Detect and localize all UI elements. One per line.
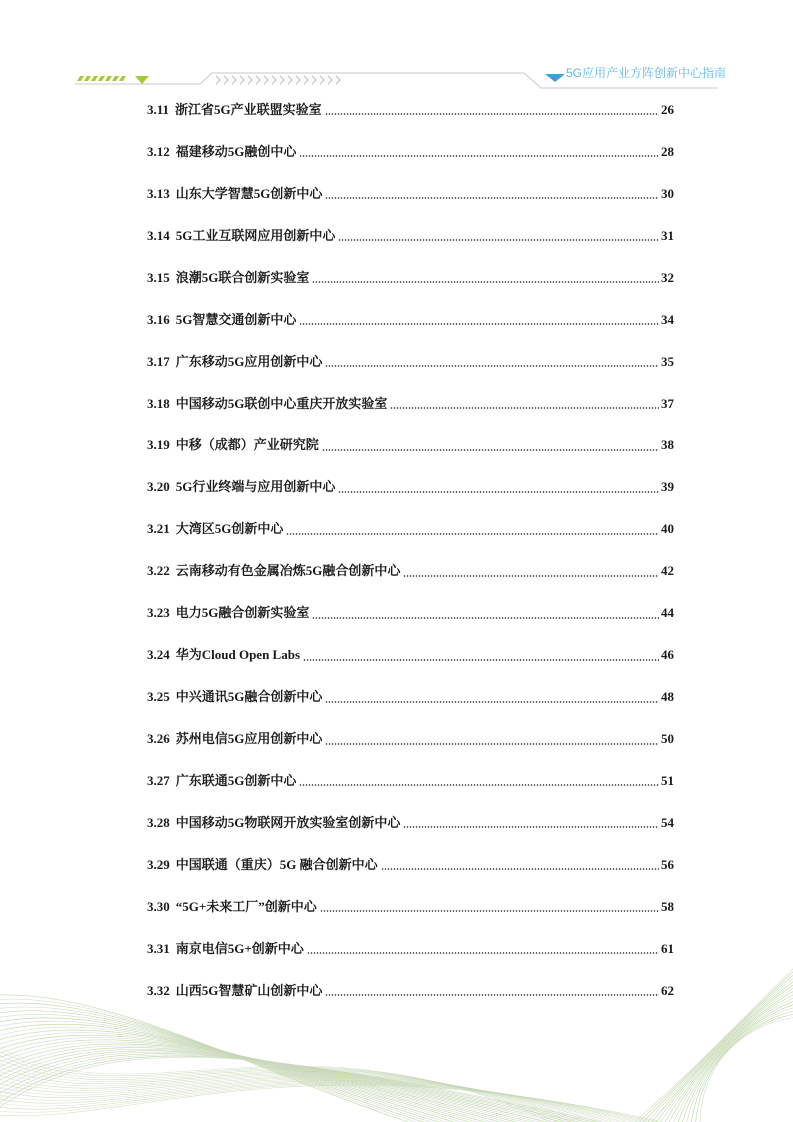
chevron-right-icon (296, 76, 300, 84)
toc-entry[interactable] (147, 341, 674, 383)
toc-entry[interactable] (147, 257, 674, 299)
toc-entry-number: 3.14 (147, 227, 170, 243)
toc-entry-number: 3.29 (147, 856, 170, 872)
toc-entry-title: 华为Cloud Open Labs (175, 647, 301, 663)
header-stripe-decoration (84, 76, 91, 81)
toc-entry-number: 3.21 (147, 521, 170, 537)
toc-entry-title: 浙江省5G产业联盟实验室 (175, 101, 322, 117)
toc-entry-page: 31 (661, 227, 674, 243)
toc-entry-number: 3.19 (147, 437, 170, 453)
header-title: 5G应用产业方阵创新中心指南 (566, 66, 727, 80)
toc-entry-number: 3.27 (147, 772, 170, 788)
toc-entry-page: 38 (661, 437, 674, 453)
toc-entry[interactable] (147, 383, 674, 425)
toc-entry-page: 32 (661, 269, 674, 285)
toc-entry-page: 51 (661, 772, 674, 788)
header-stripe-decoration (105, 76, 112, 81)
toc-entry-title: 山东大学智慧5G创新中心 (175, 185, 323, 201)
toc-entry-number: 3.25 (147, 689, 170, 705)
toc-entry-number: 3.24 (147, 647, 170, 663)
toc-entry-number: 3.31 (147, 940, 170, 956)
toc-entry-title: 中国移动5G联创中心重庆开放实验室 (175, 395, 388, 411)
wave-line-decoration (0, 1021, 476, 1122)
toc-entry-number: 3.15 (147, 269, 170, 285)
toc-entry-title: 山西5G智慧矿山创新中心 (175, 982, 323, 998)
toc-entry[interactable] (147, 676, 674, 718)
chevron-right-icon (256, 76, 260, 84)
toc-entry[interactable] (147, 466, 674, 508)
toc-entry-page: 44 (661, 605, 674, 621)
toc-entry-number: 3.30 (147, 898, 170, 914)
toc-entry-number: 3.26 (147, 731, 170, 747)
toc-dot-leader (303, 659, 659, 661)
chevron-right-icon (264, 76, 268, 84)
chevron-right-icon (320, 76, 324, 84)
toc-entry-title: 浪潮5G联合创新实验室 (175, 269, 310, 285)
toc-dot-leader (325, 197, 659, 199)
toc-dot-leader (403, 575, 659, 577)
chevron-right-icon (328, 76, 332, 84)
toc-entry-title: 大湾区5G创新中心 (175, 521, 284, 537)
toc-entry-number: 3.23 (147, 605, 170, 621)
toc-entry-title: 云南移动有色金属冶炼5G融合创新中心 (175, 563, 401, 579)
toc-entry-number: 3.28 (147, 814, 170, 830)
toc-entry-page: 42 (661, 563, 674, 579)
triangle-down-icon (545, 74, 565, 82)
toc-entry-title: “5G+未来工厂”创新中心 (175, 898, 317, 914)
toc-entry-title: 5G工业互联网应用创新中心 (175, 227, 336, 243)
chevron-right-icon (232, 76, 236, 84)
toc-entry-page: 26 (661, 101, 674, 117)
toc-dot-leader (325, 113, 659, 115)
table-of-contents (147, 89, 674, 1012)
toc-entry[interactable] (147, 550, 674, 592)
wave-line-decoration (672, 995, 793, 1122)
toc-dot-leader (325, 743, 659, 745)
toc-entry-title: 南京电信5G+创新中心 (175, 940, 304, 956)
toc-entry-title: 中移（成都）产业研究院 (175, 437, 319, 453)
toc-entry-page: 37 (661, 395, 674, 411)
toc-dot-leader (338, 239, 659, 241)
wave-line-decoration (681, 1002, 793, 1122)
toc-entry-number: 3.18 (147, 395, 170, 411)
toc-entry[interactable] (147, 425, 674, 467)
toc-dot-leader (312, 281, 659, 283)
toc-entry-number: 3.32 (147, 982, 170, 998)
toc-entry-title: 福建移动5G融创中心 (175, 143, 297, 159)
toc-dot-leader (307, 952, 659, 954)
toc-entry[interactable] (147, 634, 674, 676)
toc-entry-page: 39 (661, 479, 674, 495)
wave-line-decoration (677, 999, 793, 1122)
chevron-right-icon (288, 76, 292, 84)
toc-dot-leader (320, 910, 659, 912)
toc-entry-title: 中国联通（重庆）5G 融合创新中心 (175, 856, 378, 872)
toc-dot-leader (312, 617, 659, 619)
header-stripe-decoration (98, 76, 105, 81)
wave-line-decoration (0, 999, 428, 1122)
toc-entry-number: 3.13 (147, 185, 170, 201)
toc-dot-leader (390, 407, 659, 409)
toc-entry-page: 58 (661, 898, 674, 914)
chevron-right-icon (336, 76, 340, 84)
toc-entry[interactable] (147, 886, 674, 928)
toc-dot-leader (325, 365, 659, 367)
toc-entry-number: 3.17 (147, 353, 170, 369)
toc-entry-title: 电力5G融合创新实验室 (175, 605, 310, 621)
toc-entry-page: 61 (661, 940, 674, 956)
triangle-down-icon (135, 76, 149, 84)
toc-entry-page: 40 (661, 521, 674, 537)
toc-entry[interactable] (147, 970, 674, 1012)
toc-entry-title: 中兴通讯5G融合创新中心 (175, 689, 323, 705)
chevron-right-icon (280, 76, 284, 84)
toc-entry-number: 3.16 (147, 311, 170, 327)
toc-dot-leader (403, 826, 659, 828)
toc-entry-title: 广东移动5G应用创新中心 (175, 353, 323, 369)
toc-entry-number: 3.22 (147, 563, 170, 579)
toc-entry-title: 5G智慧交通创新中心 (175, 311, 297, 327)
toc-dot-leader (381, 868, 659, 870)
chevron-right-icon (272, 76, 276, 84)
header-decoration (0, 0, 793, 100)
toc-entry-number: 3.20 (147, 479, 170, 495)
toc-dot-leader (325, 701, 659, 703)
toc-entry-number: 3.11 (147, 101, 170, 117)
toc-entry-page: 28 (661, 143, 674, 159)
header-stripe-decoration (77, 76, 84, 81)
toc-entry[interactable] (147, 802, 674, 844)
toc-entry-page: 48 (661, 689, 674, 705)
toc-entry-page: 62 (661, 982, 674, 998)
toc-dot-leader (286, 533, 659, 535)
toc-entry-page: 56 (661, 856, 674, 872)
chevron-right-icon (224, 76, 228, 84)
toc-entry-page: 34 (661, 311, 674, 327)
wave-line-decoration (0, 1044, 548, 1122)
toc-entry-page: 50 (661, 731, 674, 747)
header-stripe-decoration (91, 76, 98, 81)
toc-entry[interactable] (147, 928, 674, 970)
chevron-right-icon (304, 76, 308, 84)
chevron-right-icon (248, 76, 252, 84)
header-stripe-decoration (112, 76, 119, 81)
toc-entry-title: 苏州电信5G应用创新中心 (175, 731, 323, 747)
toc-entry-title: 中国移动5G物联网开放实验室创新中心 (175, 814, 401, 830)
toc-entry[interactable] (147, 760, 674, 802)
toc-entry-page: 46 (661, 647, 674, 663)
toc-dot-leader (325, 994, 659, 996)
toc-entry[interactable] (147, 131, 674, 173)
toc-entry-page: 35 (661, 353, 674, 369)
toc-entry-number: 3.12 (147, 143, 170, 159)
toc-entry[interactable] (147, 508, 674, 550)
toc-dot-leader (299, 323, 659, 325)
header-stripe-decoration (119, 76, 126, 81)
toc-entry-page: 30 (661, 185, 674, 201)
toc-dot-leader (338, 491, 659, 493)
toc-entry[interactable] (147, 173, 674, 215)
toc-entry-page: 54 (661, 814, 674, 830)
toc-entry[interactable] (147, 844, 674, 886)
chevron-right-icon (312, 76, 316, 84)
toc-entry[interactable] (147, 215, 674, 257)
toc-dot-leader (299, 784, 659, 786)
toc-dot-leader (322, 449, 659, 451)
wave-line-decoration (0, 1054, 596, 1122)
chevron-right-icon (240, 76, 244, 84)
toc-entry[interactable] (147, 718, 674, 760)
chevron-right-icon (216, 76, 220, 84)
toc-entry[interactable] (147, 592, 674, 634)
toc-entry-title: 5G行业终端与应用创新中心 (175, 479, 336, 495)
toc-entry[interactable] (147, 299, 674, 341)
wave-line-decoration (663, 988, 793, 1122)
toc-dot-leader (299, 155, 659, 157)
toc-entry[interactable] (147, 89, 674, 131)
toc-entry-title: 广东联通5G创新中心 (175, 772, 297, 788)
